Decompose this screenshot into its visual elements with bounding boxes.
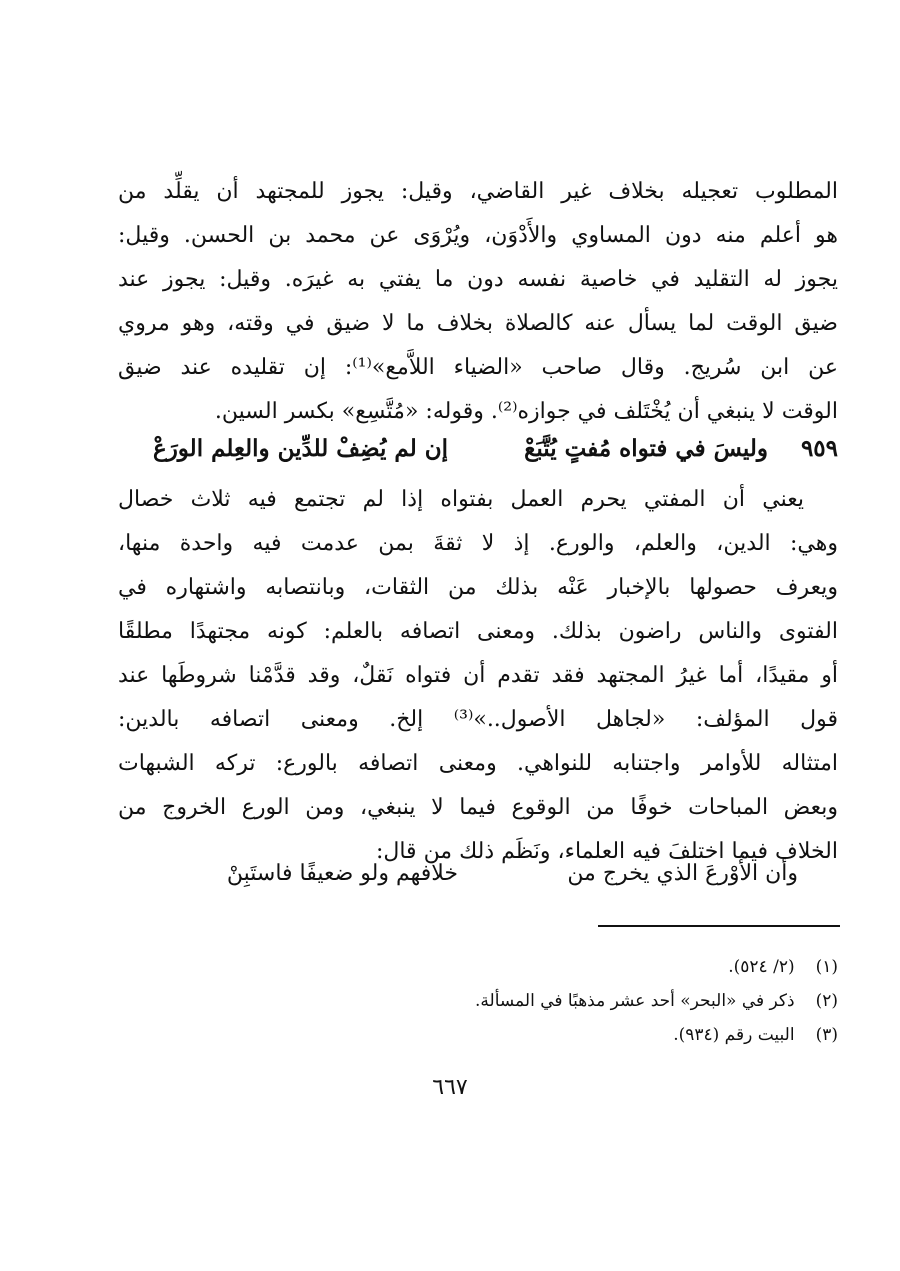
text-line: الخلاف فيما اختلفَ فيه العلماء، ونَظَم ذلك من قال: [375, 839, 838, 864]
text-line: وبعض المباحات خوفًا من الوقوع فيما لا ينبغي، ومن الورع الخروج من [118, 795, 838, 820]
text-line: أو مقيدًا، أما غيرُ المجتهد فقد تقدم أن فتواه نَقلٌ، وقد قدَّمْنا شروطَها عند [118, 663, 838, 688]
footnote-number: (٢) [815, 991, 838, 1011]
page-number: ٦٦٧ [432, 1075, 468, 1100]
footnotes [118, 950, 838, 1052]
footnote-number: (٣) [815, 1025, 838, 1045]
verse-heading [118, 424, 838, 474]
verse-hemistich-second: إن لم يُضِفْ للدِّين والعِلم الورَعْ [152, 435, 448, 462]
footnote-text: البيت رقم (٩٣٤). [673, 1025, 795, 1045]
text-line: ضيق الوقت لما يسأل عنه كالصلاة بخلاف ما لا ضيق في وقته، وهو مروي [118, 311, 838, 336]
text-line: وهي: الدين، والعلم، والورع. إذ لا ثقةَ بمن عدمت فيه واحدة منها، [118, 531, 838, 556]
text-line: عن ابن سُريج. وقال صاحب «الضياء اللاَّمع»⁽¹⁾: إن تقليده عند ضيق [118, 355, 838, 380]
poem-hemistich-first: وأن الأَوْرعَ الذي يخرج من [567, 861, 798, 886]
footnote [118, 984, 838, 1018]
footnote [118, 950, 838, 984]
footnote-divider [598, 925, 840, 927]
text-line: امتثاله للأوامر واجتنابه للنواهي. ومعنى اتصافه بالورع: تركه الشبهات [118, 751, 838, 776]
text-line: قول المؤلف: «لجاهل الأصول..»⁽³⁾ إلخ. ومعنى اتصافه بالدين: [118, 707, 838, 732]
footnote-text: (٢/ ٥٢٤). [728, 957, 795, 977]
footnote [118, 1018, 838, 1052]
text-line: هو أعلم منه دون المساوي والأَدْوَن، ويُرْوَى عن محمد بن الحسن. وقيل: [118, 223, 838, 248]
text-line: المطلوب تعجيله بخلاف غير القاضي، وقيل: يجوز للمجتهد أن يقلِّد من [118, 179, 838, 204]
footnote-text: ذكر في «البحر» أحد عشر مذهبًا في المسألة. [475, 991, 795, 1011]
main-paragraph [118, 478, 838, 874]
footnote-number: (١) [815, 957, 838, 977]
verse-number: ٩٥٩ [800, 435, 838, 462]
text-line: الوقت لا ينبغي أن يُخْتَلف في جوازه⁽²⁾. وقوله: «مُتَّسِع» بكسر السين. [214, 399, 838, 424]
poem-verse [118, 852, 838, 896]
text-line: يجوز له التقليد في خاصية نفسه دون ما يفتي به غيرَه. وقيل: يجوز عند [118, 267, 838, 292]
text-line: ويعرف حصولها بالإخبار عَنْه بذلك من الثقات، وبانتصابه واشتهاره في [118, 575, 838, 600]
text-line: يعني أن المفتي يحرم العمل بفتواه إذا لم تجتمع فيه ثلاث خصال [118, 487, 804, 512]
top-paragraph [118, 170, 838, 434]
text-line: الفتوى والناس راضون بذلك. ومعنى اتصافه بالعلم: كونه مجتهدًا مطلقًا [118, 619, 838, 644]
poem-hemistich-second: خلافهم ولو ضعيفًا فاستَبِنْ [226, 861, 458, 886]
verse-hemistich-first: وليسَ في فتواه مُفتٍ يُتَّبَعْ [524, 435, 768, 462]
